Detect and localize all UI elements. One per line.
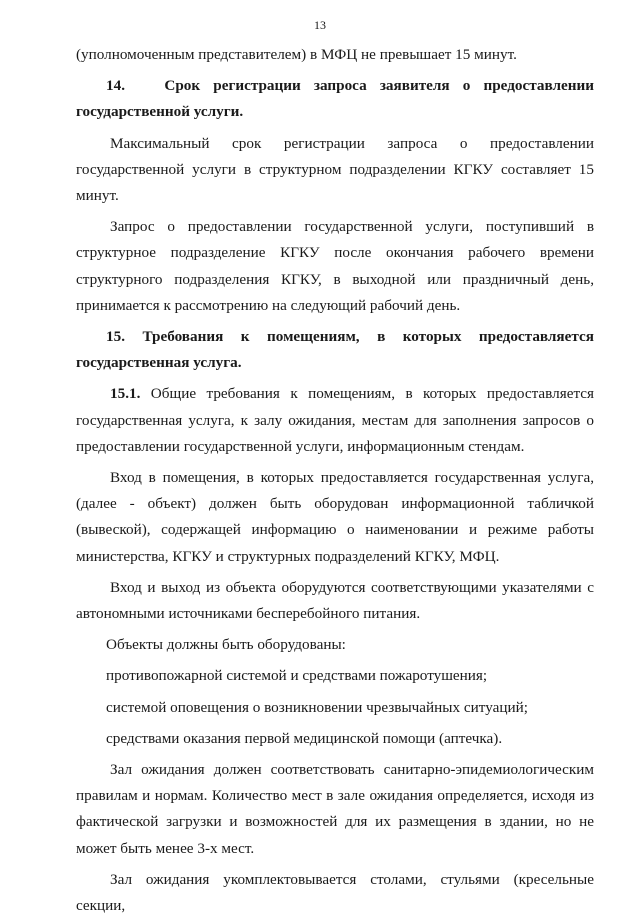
list-item: противопожарной системой и средствами пожаротушения; bbox=[106, 667, 488, 685]
list-item: средствами оказания первой медицинской помощи (аптечка). bbox=[106, 729, 503, 747]
section-14-paragraph-2: Запрос о предоставлении государственной услуги, поступивший в структурное подразделение КГКУ после окончания рабочего времени структурного подразделения КГКУ, в выходной или праздничный день, принимается к рассмотрению на следующий рабочий день. bbox=[76, 218, 594, 314]
document-body bbox=[76, 42, 594, 919]
entrance-exit-paragraph: Вход и выход из объекта оборудуются соответствующими указателями с автономными источниками бесперебойного питания. bbox=[76, 578, 594, 623]
section-15-1-text: Общие требования к помещениям, в которых предоставляется государственная услуга, к залу ожидания, местам для заполнения запросов о предоставлении государственной услуги, информационным стендам. bbox=[76, 385, 594, 455]
waiting-room-furniture-paragraph: Зал ожидания укомплектовывается столами, стульями (кресельные секции, bbox=[76, 870, 594, 915]
section-14-heading: 14. Срок регистрации запроса заявителя о предоставлении государственной услуги. bbox=[76, 77, 594, 121]
section-15-1-paragraph bbox=[76, 381, 594, 460]
section-15-heading: 15. Требования к помещениям, в которых предоставляется государственная услуга. bbox=[76, 328, 594, 372]
equipment-intro: Объекты должны быть оборудованы: bbox=[106, 636, 346, 654]
section-14-paragraph-1: Максимальный срок регистрации запроса о предоставлении государственной услуги в структурном подразделении КГКУ составляет 15 минут. bbox=[76, 134, 594, 205]
waiting-room-paragraph: Зал ожидания должен соответствовать санитарно-эпидемиологическим правилам и нормам. Количество мест в зале ожидания определяется, исходя из фактической загрузки и возможностей для их размещения в здании, но не может быть менее 3-х мест. bbox=[76, 761, 594, 857]
entrance-sign-paragraph: Вход в помещения, в которых предоставляется государственная услуга, (далее - объект) должен быть оборудован информационной табличкой (вывеской), содержащей информацию о наименовании и режиме работы министерства, КГКУ и структурных подразделений КГКУ, МФЦ. bbox=[76, 469, 594, 565]
paragraph-continuation: (уполномоченным представителем) в МФЦ не превышает 15 минут. bbox=[76, 46, 517, 63]
section-15-1-number: 15.1. bbox=[110, 385, 141, 403]
page-number: 13 bbox=[314, 18, 326, 32]
list-item: системой оповещения о возникновении чрезвычайных ситуаций; bbox=[106, 698, 528, 716]
